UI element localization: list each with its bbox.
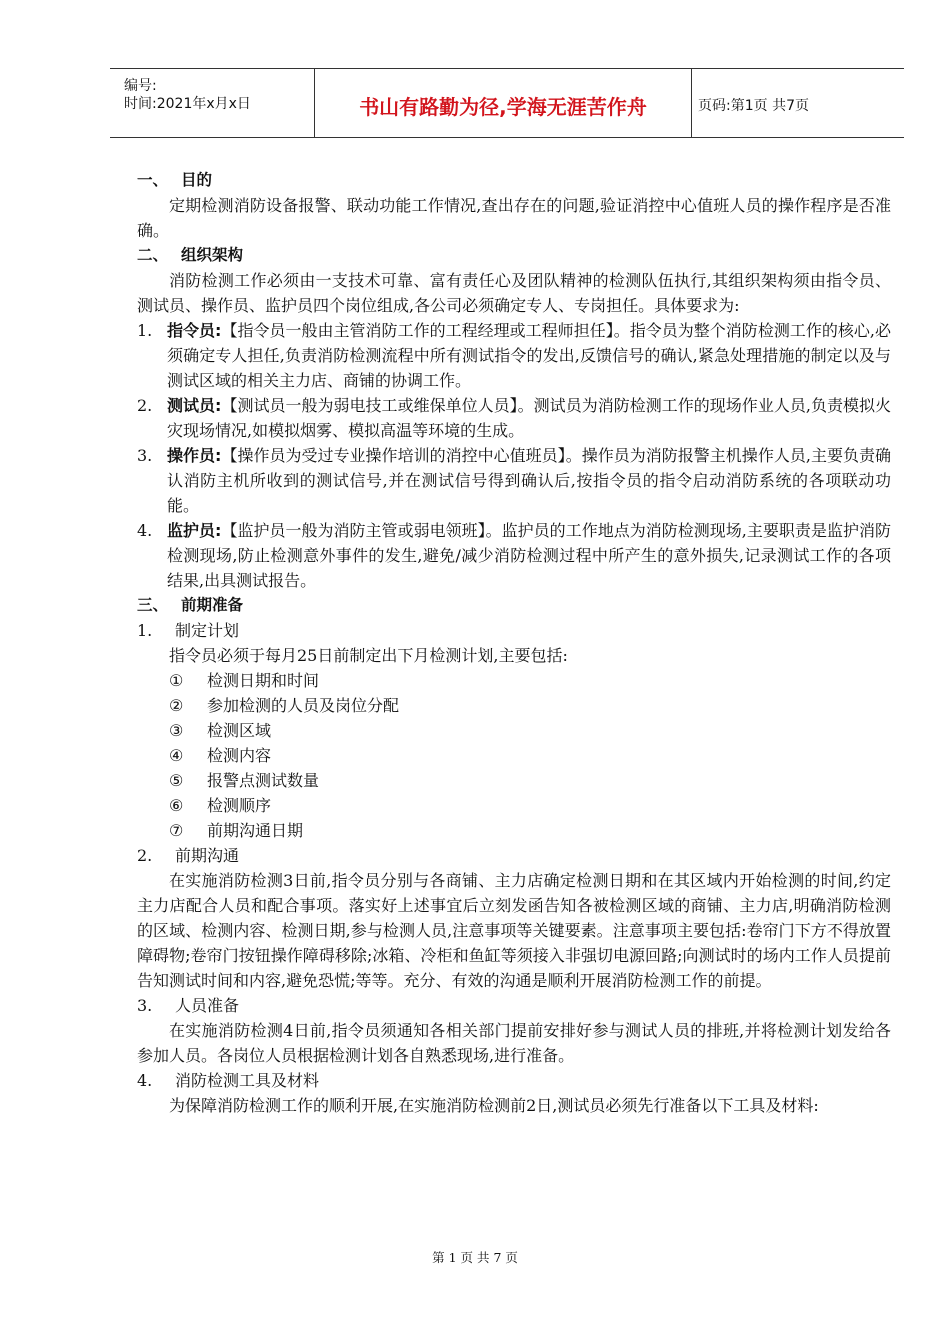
plan-item-marker: ⑤	[169, 771, 184, 790]
role-number: 1.	[137, 321, 153, 340]
plan-item-marker: ④	[169, 746, 184, 765]
subsection-title: 前期沟通	[175, 846, 240, 865]
page-label: 页码:第1页 共7页	[698, 98, 809, 114]
role-number: 2.	[137, 396, 153, 415]
plan-item	[137, 668, 891, 693]
plan-item	[137, 693, 891, 718]
plan-item	[137, 768, 891, 793]
role-item	[137, 443, 891, 518]
subsection-heading-tools	[137, 1068, 891, 1093]
section-heading-preparation	[137, 593, 891, 618]
communication-paragraph: 在实施消防检测3日前,指令员分别与各商铺、主力店确定检测日期和在其区域内开始检测的时间,约定主力店配合人员和配合事项。落实好上述事宜后立刻发函告知各被检测区域的商铺、主力店,明确消防检测的区域、检测内容、检测日期,参与检测人员,注意事项等关键要素。注意事项主要包括:卷帘门下方不得放置障碍物;卷帘门按钮操作障碍移除;冰箱、冷柜和鱼缸等须接入非强切电源回路;向测试时的场内工作人员提前告知测试时间和内容,避免恐慌;等等。充分、有效的沟通是顺利开展消防检测工作的前提。	[137, 871, 891, 990]
subsection-heading-personnel	[137, 993, 891, 1018]
role-number: 3.	[137, 446, 153, 465]
role-name: 指令员:	[167, 321, 222, 340]
subsection-title: 人员准备	[175, 996, 240, 1015]
role-number: 4.	[137, 521, 153, 540]
role-item	[137, 518, 891, 593]
plan-item-text: 检测顺序	[207, 796, 272, 815]
section-heading-organization	[137, 243, 891, 268]
plan-item-marker: ⑦	[169, 821, 184, 840]
plan-item	[137, 718, 891, 743]
plan-item-text: 检测内容	[207, 746, 272, 765]
plan-item-text: 前期沟通日期	[207, 821, 304, 840]
plan-item-marker: ⑥	[169, 796, 184, 815]
role-name: 操作员:	[167, 446, 222, 465]
serial-label: 编号:	[124, 78, 157, 94]
subsection-number: 2.	[137, 846, 153, 865]
personnel-paragraph: 在实施消防检测4日前,指令员须通知各相关部门提前安排好参与测试人员的排班,并将检测计划发给各参加人员。各岗位人员根据检测计划各自熟悉现场,进行准备。	[137, 1021, 891, 1065]
role-description: 【指令员一般由主管消防工作的工程经理或工程师担任】。指令员为整个消防检测工作的核心,必须确定专人担任,负责消防检测流程中所有测试指令的发出,反馈信号的确认,紧急处理措施的制定以及与测试区域的相关主力店、商铺的协调工作。	[167, 321, 891, 390]
time-label: 时间:2021年x月x日	[124, 96, 251, 112]
motto-text: 书山有路勤为径,学海无涯苦作舟	[359, 95, 647, 119]
role-item	[137, 318, 891, 393]
tools-paragraph: 为保障消防检测工作的顺利开展,在实施消防检测前2日,测试员必须先行准备以下工具及材料:	[169, 1096, 819, 1115]
page-header	[110, 68, 904, 138]
subsection-number: 3.	[137, 996, 153, 1015]
organization-paragraph: 消防检测工作必须由一支技术可靠、富有责任心及团队精神的检测队伍执行,其组织架构须由指令员、测试员、操作员、监护员四个岗位组成,各公司必须确定专人、专岗担任。具体要求为:	[137, 271, 891, 315]
plan-item-marker: ③	[169, 721, 184, 740]
page-footer: 第 1 页 共 7 页	[432, 1250, 518, 1265]
subsection-number: 4.	[137, 1071, 153, 1090]
section-title: 前期准备	[181, 596, 244, 614]
section-number: 一、	[137, 171, 169, 189]
role-item	[137, 393, 891, 443]
header-page-cell	[690, 69, 904, 137]
plan-item-marker: ①	[169, 671, 184, 690]
plan-item-text: 参加检测的人员及岗位分配	[207, 696, 400, 715]
subsection-title: 制定计划	[175, 621, 240, 640]
role-description: 【监护员一般为消防主管或弱电领班】。监护员的工作地点为消防检测现场,主要职责是监护消防检测现场,防止检测意外事件的发生,避免/减少消防检测过程中所产生的意外损失,记录测试工作的各项结果,出具测试报告。	[167, 521, 891, 590]
role-description: 【测试员一般为弱电技工或维保单位人员】。测试员为消防检测工作的现场作业人员,负责模拟火灾现场情况,如模拟烟雾、模拟高温等环境的生成。	[167, 396, 891, 440]
plan-item	[137, 818, 891, 843]
role-name: 监护员:	[167, 521, 222, 540]
section-title: 目的	[181, 171, 213, 189]
header-motto-cell	[314, 69, 692, 137]
plan-item-text: 检测区域	[207, 721, 272, 740]
section-number: 二、	[137, 246, 169, 264]
purpose-paragraph: 定期检测消防设备报警、联动功能工作情况,查出存在的问题,验证消控中心值班人员的操作程序是否准确。	[137, 196, 891, 240]
section-heading-purpose	[137, 168, 891, 193]
plan-item-marker: ②	[169, 696, 184, 715]
plan-paragraph: 指令员必须于每月25日前制定出下月检测计划,主要包括:	[169, 646, 568, 665]
subsection-title: 消防检测工具及材料	[175, 1071, 320, 1090]
plan-item	[137, 743, 891, 768]
header-meta-cell	[110, 69, 314, 137]
section-title: 组织架构	[181, 246, 244, 264]
role-name: 测试员:	[167, 396, 222, 415]
plan-item-text: 报警点测试数量	[207, 771, 320, 790]
document-body	[137, 168, 891, 1118]
subsection-heading-plan	[137, 618, 891, 643]
subsection-heading-communication	[137, 843, 891, 868]
plan-item-text: 检测日期和时间	[207, 671, 320, 690]
subsection-number: 1.	[137, 621, 153, 640]
role-description: 【操作员为受过专业操作培训的消控中心值班员】。操作员为消防报警主机操作人员,主要负责确认消防主机所收到的测试信号,并在测试信号得到确认后,按指令员的指令启动消防系统的各项联动功能。	[167, 446, 891, 515]
plan-item	[137, 793, 891, 818]
section-number: 三、	[137, 596, 169, 614]
